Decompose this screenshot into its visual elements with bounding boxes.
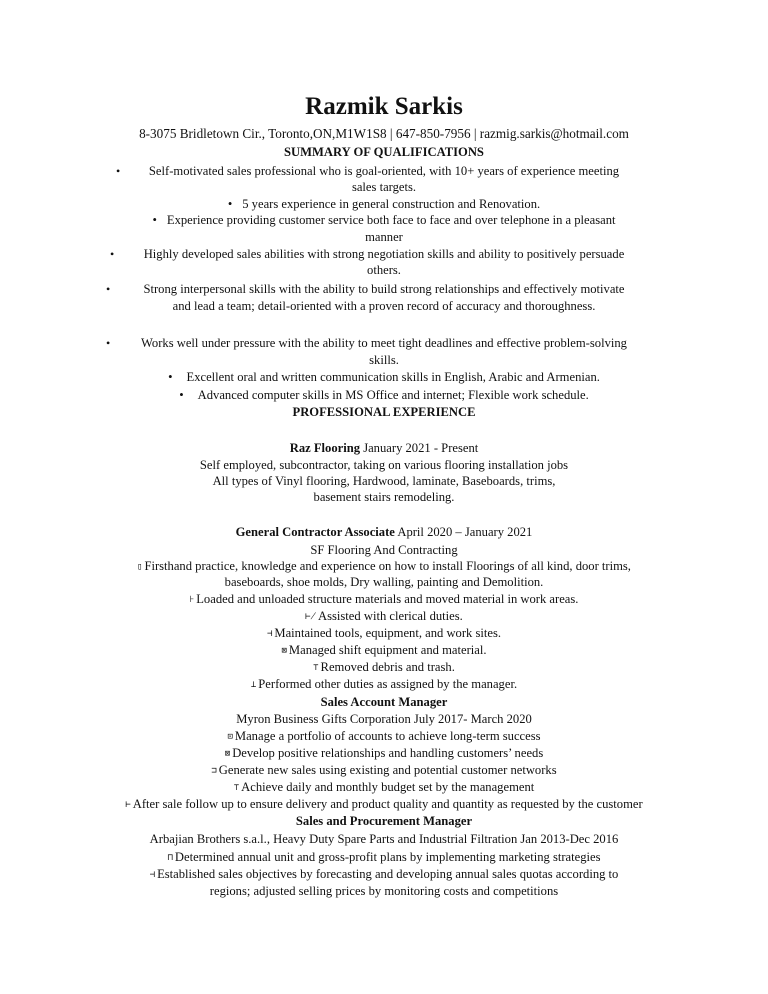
bullet-glyph-icon: ⊢ bbox=[125, 800, 131, 810]
summary-text: skills. bbox=[369, 353, 399, 367]
bullet-icon: • bbox=[116, 164, 121, 178]
duty-text: Generate new sales using existing and potential customer networks bbox=[218, 763, 557, 777]
job-title: Sales and Procurement Manager bbox=[295, 814, 473, 828]
bullet-icon: • bbox=[106, 282, 111, 296]
bullet-glyph-icon: ▯ bbox=[137, 562, 143, 572]
duty-text: After sale follow up to ensure delivery and product quality and quantity as requested by the customer bbox=[132, 797, 643, 811]
duty-item bbox=[0, 779, 768, 796]
contact-info: 8-3075 Bridletown Cir., Toronto,ON,M1W1S8 | 647-850-7956 | razmig.sarkis@hotmail.com bbox=[139, 126, 629, 141]
job-title: General Contractor Associate bbox=[235, 525, 395, 539]
summary-text: 5 years experience in general construction and Renovation. bbox=[242, 197, 541, 211]
bullet-glyph-icon: ⊡ bbox=[227, 732, 233, 742]
summary-item bbox=[0, 281, 768, 297]
summary-item bbox=[0, 335, 768, 351]
duty-item bbox=[0, 745, 768, 762]
company-name: Myron Business Gifts Corporation July 2017- March 2020 bbox=[236, 712, 532, 726]
bullet-icon: • bbox=[227, 197, 233, 211]
job-dates: January 2021 - Present bbox=[360, 441, 479, 455]
bullet-icon: • bbox=[179, 388, 184, 402]
duty-item bbox=[0, 659, 768, 676]
job-header bbox=[0, 440, 768, 456]
duty-item bbox=[0, 762, 768, 779]
summary-item bbox=[0, 212, 768, 228]
duty-item bbox=[0, 591, 768, 608]
company-name: Arbajian Brothers s.a.l., Heavy Duty Spare Parts and Industrial Filtration Jan 2013-Dec 2016 bbox=[149, 832, 619, 846]
duty-item bbox=[0, 796, 768, 813]
summary-text: Experience providing customer service both face to face and over telephone in a pleasant bbox=[166, 213, 616, 227]
summary-text: Works well under pressure with the ability to meet tight deadlines and effective problem-solving bbox=[141, 336, 627, 350]
bullet-glyph-icon: ⊣ bbox=[266, 629, 273, 639]
bullet-icon: • bbox=[110, 247, 115, 261]
job-header bbox=[0, 524, 768, 540]
duty-item bbox=[0, 558, 768, 575]
duty-item bbox=[0, 625, 768, 642]
summary-item bbox=[0, 387, 768, 403]
resume-name: Razmik Sarkis bbox=[305, 93, 463, 120]
duty-text: Assisted with clerical duties. bbox=[318, 609, 463, 623]
duty-item bbox=[0, 728, 768, 745]
summary-text: Advanced computer skills in MS Office and internet; Flexible work schedule. bbox=[197, 388, 589, 402]
summary-text: others. bbox=[367, 263, 401, 277]
summary-text: and lead a team; detail-oriented with a proven record of accuracy and thoroughness. bbox=[172, 299, 596, 313]
summary-item bbox=[0, 369, 768, 385]
job-title: Sales Account Manager bbox=[320, 695, 448, 709]
bullet-glyph-icon: ⊥ bbox=[250, 680, 257, 690]
duty-text: Achieve daily and monthly budget set by the management bbox=[241, 780, 535, 794]
duty-text: Manage a portfolio of accounts to achieve long-term success bbox=[234, 729, 541, 743]
bullet-icon: • bbox=[106, 336, 111, 350]
bullet-glyph-icon: ⊤ bbox=[313, 663, 319, 673]
bullet-glyph-icon: ⊐ bbox=[211, 766, 217, 776]
summary-text: Strong interpersonal skills with the ability to build strong relationships and effectively motivate bbox=[143, 282, 625, 296]
summary-text: Highly developed sales abilities with strong negotiation skills and ability to positively persuade bbox=[143, 247, 625, 261]
duty-item bbox=[0, 849, 768, 866]
duty-text: Removed debris and trash. bbox=[320, 660, 455, 674]
job-description: basement stairs remodeling. bbox=[313, 490, 455, 504]
duty-text: Maintained tools, equipment, and work sites. bbox=[274, 626, 502, 640]
bullet-glyph-icon: ⊤ bbox=[233, 783, 240, 793]
summary-text: Self-motivated sales professional who is goal-oriented, with 10+ years of experience meeting bbox=[148, 164, 620, 178]
duty-text: Established sales objectives by forecasting and developing annual sales quotas according to bbox=[157, 867, 619, 881]
bullet-glyph-icon: ⊠ bbox=[281, 646, 287, 656]
summary-text: sales targets. bbox=[351, 180, 417, 194]
duty-item bbox=[0, 642, 768, 659]
company-name: SF Flooring And Contracting bbox=[310, 543, 458, 557]
job-description: Self employed, subcontractor, taking on various flooring installation jobs bbox=[199, 458, 569, 472]
summary-item bbox=[0, 246, 768, 262]
duty-item bbox=[0, 866, 768, 883]
duty-text: Managed shift equipment and material. bbox=[288, 643, 487, 657]
bullet-glyph-icon: ⊣ bbox=[149, 870, 156, 880]
duty-text: Performed other duties as assigned by the manager. bbox=[258, 677, 518, 691]
bullet-glyph-icon: ⊦ bbox=[189, 595, 195, 605]
duty-text: Develop positive relationships and handling customers’ needs bbox=[232, 746, 544, 760]
summary-text: Excellent oral and written communication skills in English, Arabic and Armenian. bbox=[186, 370, 600, 384]
bullet-glyph-icon: ⊬ bbox=[305, 612, 317, 622]
duty-text: Loaded and unloaded structure materials and moved material in work areas. bbox=[196, 592, 579, 606]
duty-text: regions; adjusted selling prices by monitoring costs and competitions bbox=[209, 884, 559, 898]
bullet-icon: • bbox=[168, 370, 173, 384]
summary-heading: SUMMARY OF QUALIFICATIONS bbox=[284, 145, 484, 159]
bullet-glyph-icon: ⊓ bbox=[167, 853, 173, 863]
duty-text: Firsthand practice, knowledge and experience on how to install Floorings of all kind, door trims, bbox=[144, 559, 631, 573]
job-title: Raz Flooring bbox=[289, 441, 361, 455]
summary-text: manner bbox=[365, 230, 403, 244]
bullet-icon: • bbox=[152, 213, 157, 227]
duty-text: baseboards, shoe molds, Dry walling, painting and Demolition. bbox=[224, 575, 544, 589]
summary-item bbox=[0, 196, 768, 212]
duty-item bbox=[0, 676, 768, 693]
bullet-glyph-icon: ⊠ bbox=[224, 749, 231, 759]
duty-text: Determined annual unit and gross-profit plans by implementing marketing strategies bbox=[174, 850, 601, 864]
summary-item bbox=[0, 163, 768, 179]
job-dates: April 2020 – January 2021 bbox=[394, 525, 533, 539]
duty-item bbox=[0, 608, 768, 625]
experience-heading: PROFESSIONAL EXPERIENCE bbox=[292, 405, 476, 419]
job-description: All types of Vinyl flooring, Hardwood, laminate, Baseboards, trims, bbox=[212, 474, 556, 488]
